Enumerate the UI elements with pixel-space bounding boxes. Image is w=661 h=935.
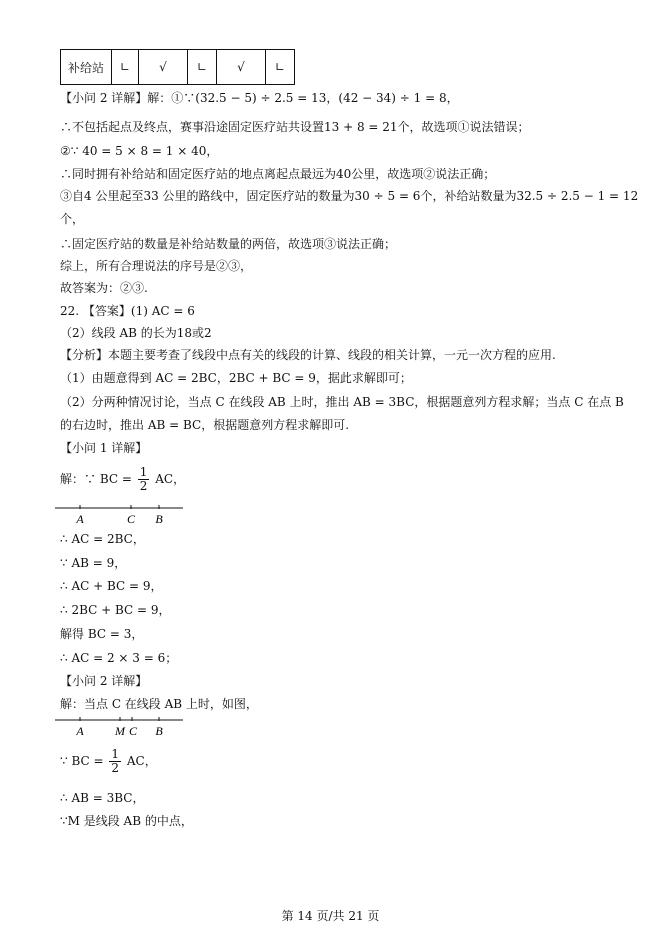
solution-1-given xyxy=(60,464,185,494)
point-label-m: M xyxy=(115,724,125,738)
segment-diagram-1 xyxy=(55,504,195,526)
table-cell: ∟ xyxy=(188,50,217,85)
supply-station-table xyxy=(60,49,295,85)
text-line: 综上，所有合理说法的序号是②③， xyxy=(60,259,253,273)
fraction-numerator: 1 xyxy=(139,465,148,479)
fraction-numerator: 1 xyxy=(111,747,120,761)
point-label-a: A xyxy=(76,512,84,526)
point-label-c: C xyxy=(126,512,136,526)
text-line: 故答案为：②③. xyxy=(60,281,148,295)
step-line: ∵ AB = 9， xyxy=(60,556,127,570)
text-line: 的右边时，推出 AB = BC，根据题意列方程求解即可. xyxy=(60,418,350,432)
given-suffix: AC， xyxy=(126,754,157,768)
given-prefix: ∵ BC = xyxy=(60,754,104,768)
step-line: ∴ 2BC + BC = 9， xyxy=(60,603,171,617)
point-label-b: B xyxy=(155,512,163,526)
given-suffix: AC， xyxy=(155,472,186,486)
page-number-footer: 第 14 页/共 21 页 xyxy=(281,909,380,923)
section-heading: 【小问 1 详解】 xyxy=(60,441,148,455)
answer-heading: 22. 【答案】(1) AC = 6 xyxy=(60,304,195,318)
step-line: ∴ AC = 2 × 3 = 6； xyxy=(60,651,178,665)
step-line: 解：当点 C 在线段 AB 上时，如图， xyxy=(60,697,258,711)
table-cell: √ xyxy=(217,50,266,85)
text-line: 个， xyxy=(60,212,85,226)
text-line: （2）分两种情况讨论，当点 C 在线段 AB 上时，推出 AB = 3BC，根据题意列方程求解；当点 C 在点 B xyxy=(60,395,624,409)
segment-diagram-2 xyxy=(55,716,195,738)
step-line: ∴ AC + BC = 9， xyxy=(60,579,163,593)
section-heading: 【小问 2 详解】 xyxy=(60,674,148,688)
table-cell: √ xyxy=(139,50,188,85)
point-label-a: A xyxy=(76,724,84,738)
step-line: ∴ AB = 3BC， xyxy=(60,791,145,805)
text-line: ∴同时拥有补给站和固定医疗站的地点离起点最远为40公里，故选项②说法正确； xyxy=(60,167,496,181)
table-cell: ∟ xyxy=(112,50,139,85)
step-line: ∵M 是线段 AB 的中点， xyxy=(60,814,193,828)
text-line: （2）线段 AB 的长为18或2 xyxy=(60,326,212,340)
given-prefix: 解：∵ BC = xyxy=(60,472,132,486)
fraction-denominator: 2 xyxy=(111,761,120,775)
text-line: ②∵ 40 = 5 × 8 = 1 × 40， xyxy=(60,144,219,158)
point-label-c: C xyxy=(128,724,138,738)
step-line: ∴ AC = 2BC， xyxy=(60,532,145,546)
fraction-denominator: 2 xyxy=(139,479,148,493)
text-line: ∴不包括起点及终点，赛事沿途固定医疗站共设置13 + 8 = 21个，故选项①说法错误； xyxy=(60,120,530,134)
fraction xyxy=(138,466,150,493)
text-line: 【小问 2 详解】解：①∵(32.5 − 5) ÷ 2.5 = 13，(42 − 34) ÷ 1 = 8， xyxy=(60,91,459,105)
text-line: ∴固定医疗站的数量是补给站数量的两倍，故选项③说法正确； xyxy=(60,237,397,251)
fraction xyxy=(109,748,121,775)
step-line: 解得 BC = 3， xyxy=(60,627,144,641)
text-line: （1）由题意得到 AC = 2BC，2BC + BC = 9，据此求解即可； xyxy=(60,371,412,385)
point-label-b: B xyxy=(155,724,163,738)
analysis-heading: 【分析】本题主要考查了线段中点有关的线段的计算、线段的相关计算，一元一次方程的应用. xyxy=(60,348,556,362)
table-cell: ∟ xyxy=(266,50,295,85)
table-label: 补给站 xyxy=(61,50,112,85)
solution-2-given xyxy=(60,746,157,776)
text-line: ③自4 公里起至33 公里的路线中，固定医疗站的数量为30 ÷ 5 = 6个，补给站数量为32.5 ÷ 2.5 − 1 = 12 xyxy=(60,189,639,203)
